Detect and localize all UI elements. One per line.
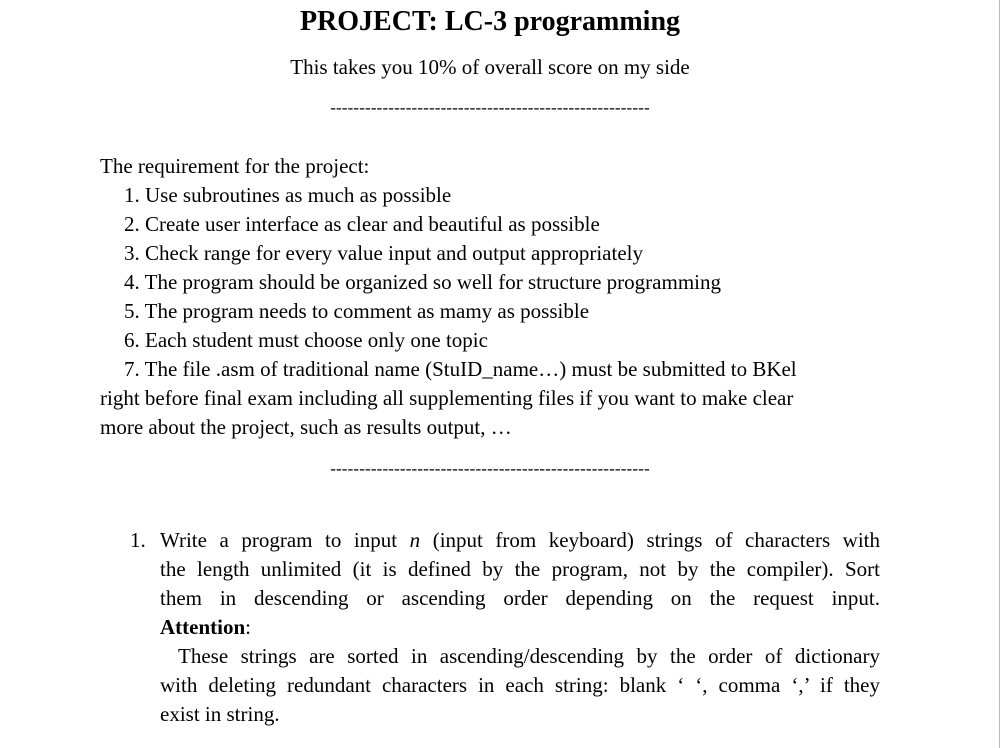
page-right-border — [999, 0, 1000, 748]
requirement-item: 5. The program needs to comment as mamy as possible — [124, 299, 590, 323]
topic-number: 1. — [130, 528, 146, 552]
topic-text: Write a program to input — [160, 528, 398, 552]
topic-text: (input from keyboard) strings of characters with — [432, 528, 881, 552]
separator-line: ------------------------------------------------------- — [330, 459, 650, 478]
topic-text-line: exist in string. — [160, 702, 280, 726]
separator-line: ------------------------------------------------------- — [330, 98, 650, 117]
requirement-item: 7. The file .asm of traditional name (StuID_name…) must be submitted to BKel — [124, 357, 797, 381]
requirement-item: 6. Each student must choose only one topic — [124, 328, 488, 352]
topic-text-line: the length unlimited (it is defined by the program, not by the compiler). Sort — [160, 557, 880, 581]
requirement-item: 3. Check range for every value input and output appropriately — [124, 241, 643, 265]
requirement-item-continuation: right before final exam including all supplementing files if you want to make clear — [100, 386, 794, 410]
attention-colon: : — [245, 615, 252, 639]
requirement-item: 2. Create user interface as clear and beautiful as possible — [124, 212, 600, 236]
topic-text-line: with deleting redundant characters in each string: blank ‘ ‘, comma ‘,’ if they — [160, 673, 880, 697]
topic-text-line: them in descending or ascending order depending on the request input. — [160, 586, 880, 610]
requirements-heading: The requirement for the project: — [100, 154, 370, 178]
document-subtitle: This takes you 10% of overall score on my side — [290, 55, 690, 79]
attention-line — [160, 614, 880, 640]
topic-text-line — [160, 527, 880, 553]
topic-variable-n: n — [409, 528, 421, 552]
requirement-item-continuation: more about the project, such as results output, … — [100, 415, 512, 439]
requirement-item: 1. Use subroutines as much as possible — [124, 183, 452, 207]
topic-text-line: These strings are sorted in ascending/descending by the order of dictionary — [178, 644, 880, 668]
attention-label: Attention — [160, 615, 246, 639]
requirement-item: 4. The program should be organized so well for structure programming — [124, 270, 721, 294]
document-title: PROJECT: LC-3 programming — [299, 6, 681, 37]
